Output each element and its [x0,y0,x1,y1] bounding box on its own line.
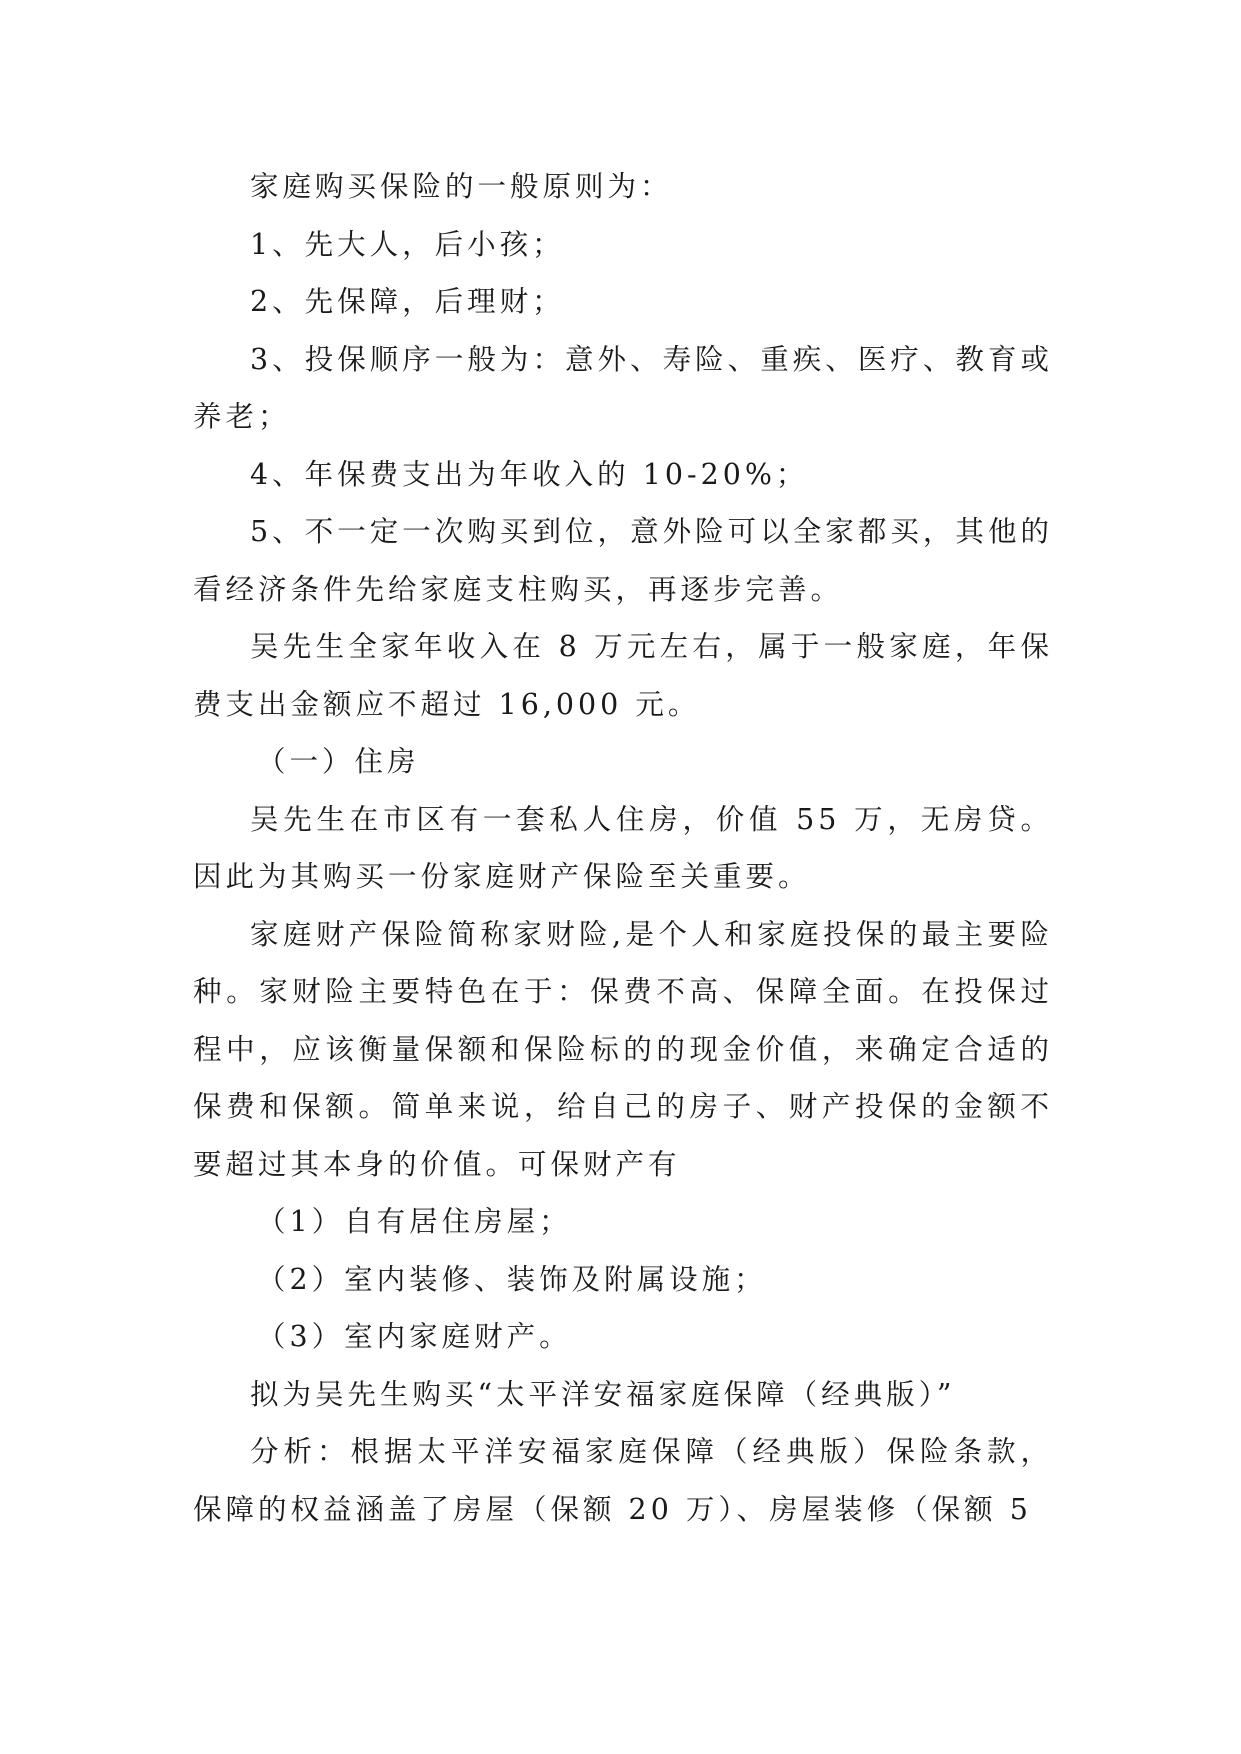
section-heading-housing: （一）住房 [257,745,420,778]
paragraph-proposal: 拟为吴先生购买“太平洋安福家庭保障（经典版）” [250,1377,956,1411]
document-body [193,158,1053,1538]
paragraph-principle-1: 1、先大人，后小孩； [250,227,565,261]
list-item-property-1: （1）自有居住房屋； [257,1205,572,1238]
paragraph-principle-2: 2、先保障，后理财； [250,285,565,318]
paragraph-analysis: 分析：根据太平洋安福家庭保障（经典版）保险条款，保障的权益涵盖了房屋（保额 20 万）、房屋装修（保额 5 [193,1435,1053,1526]
paragraph-property-insurance: 家庭财产保险简称家财险,是个人和家庭投保的最主要险种。家财险主要特色在于：保费不高、保障全面。在投保过程中，应该衡量保额和保险标的的现金价值，来确定合适的保费和保额。简单来说，给自己的房子、财产投保的金额不要超过其本身的价值。可保财产有 [193,917,1053,1181]
list-item-property-3: （3）室内家庭财产。 [257,1320,572,1353]
paragraph-income: 吴先生全家年收入在 8 万元左右，属于一般家庭，年保费支出金额应不超过 16,000 元。 [193,630,1053,721]
paragraph-principles-intro: 家庭购买保险的一般原则为： [250,170,673,203]
paragraph-principle-4: 4、年保费支出为年收入的 10-20%； [250,457,809,491]
paragraph-housing: 吴先生在市区有一套私人住房，价值 55 万，无房贷。因此为其购买一份家庭财产保险至关重要。 [193,802,1053,893]
paragraph-principle-5: 5、不一定一次购买到位，意外险可以全家都买，其他的看经济条件先给家庭支柱购买，再逐步完善。 [193,515,1053,606]
paragraph-principle-3: 3、投保顺序一般为：意外、寿险、重疾、医疗、教育或养老； [193,342,1053,433]
list-item-property-2: （2）室内装修、装饰及附属设施； [257,1262,767,1296]
